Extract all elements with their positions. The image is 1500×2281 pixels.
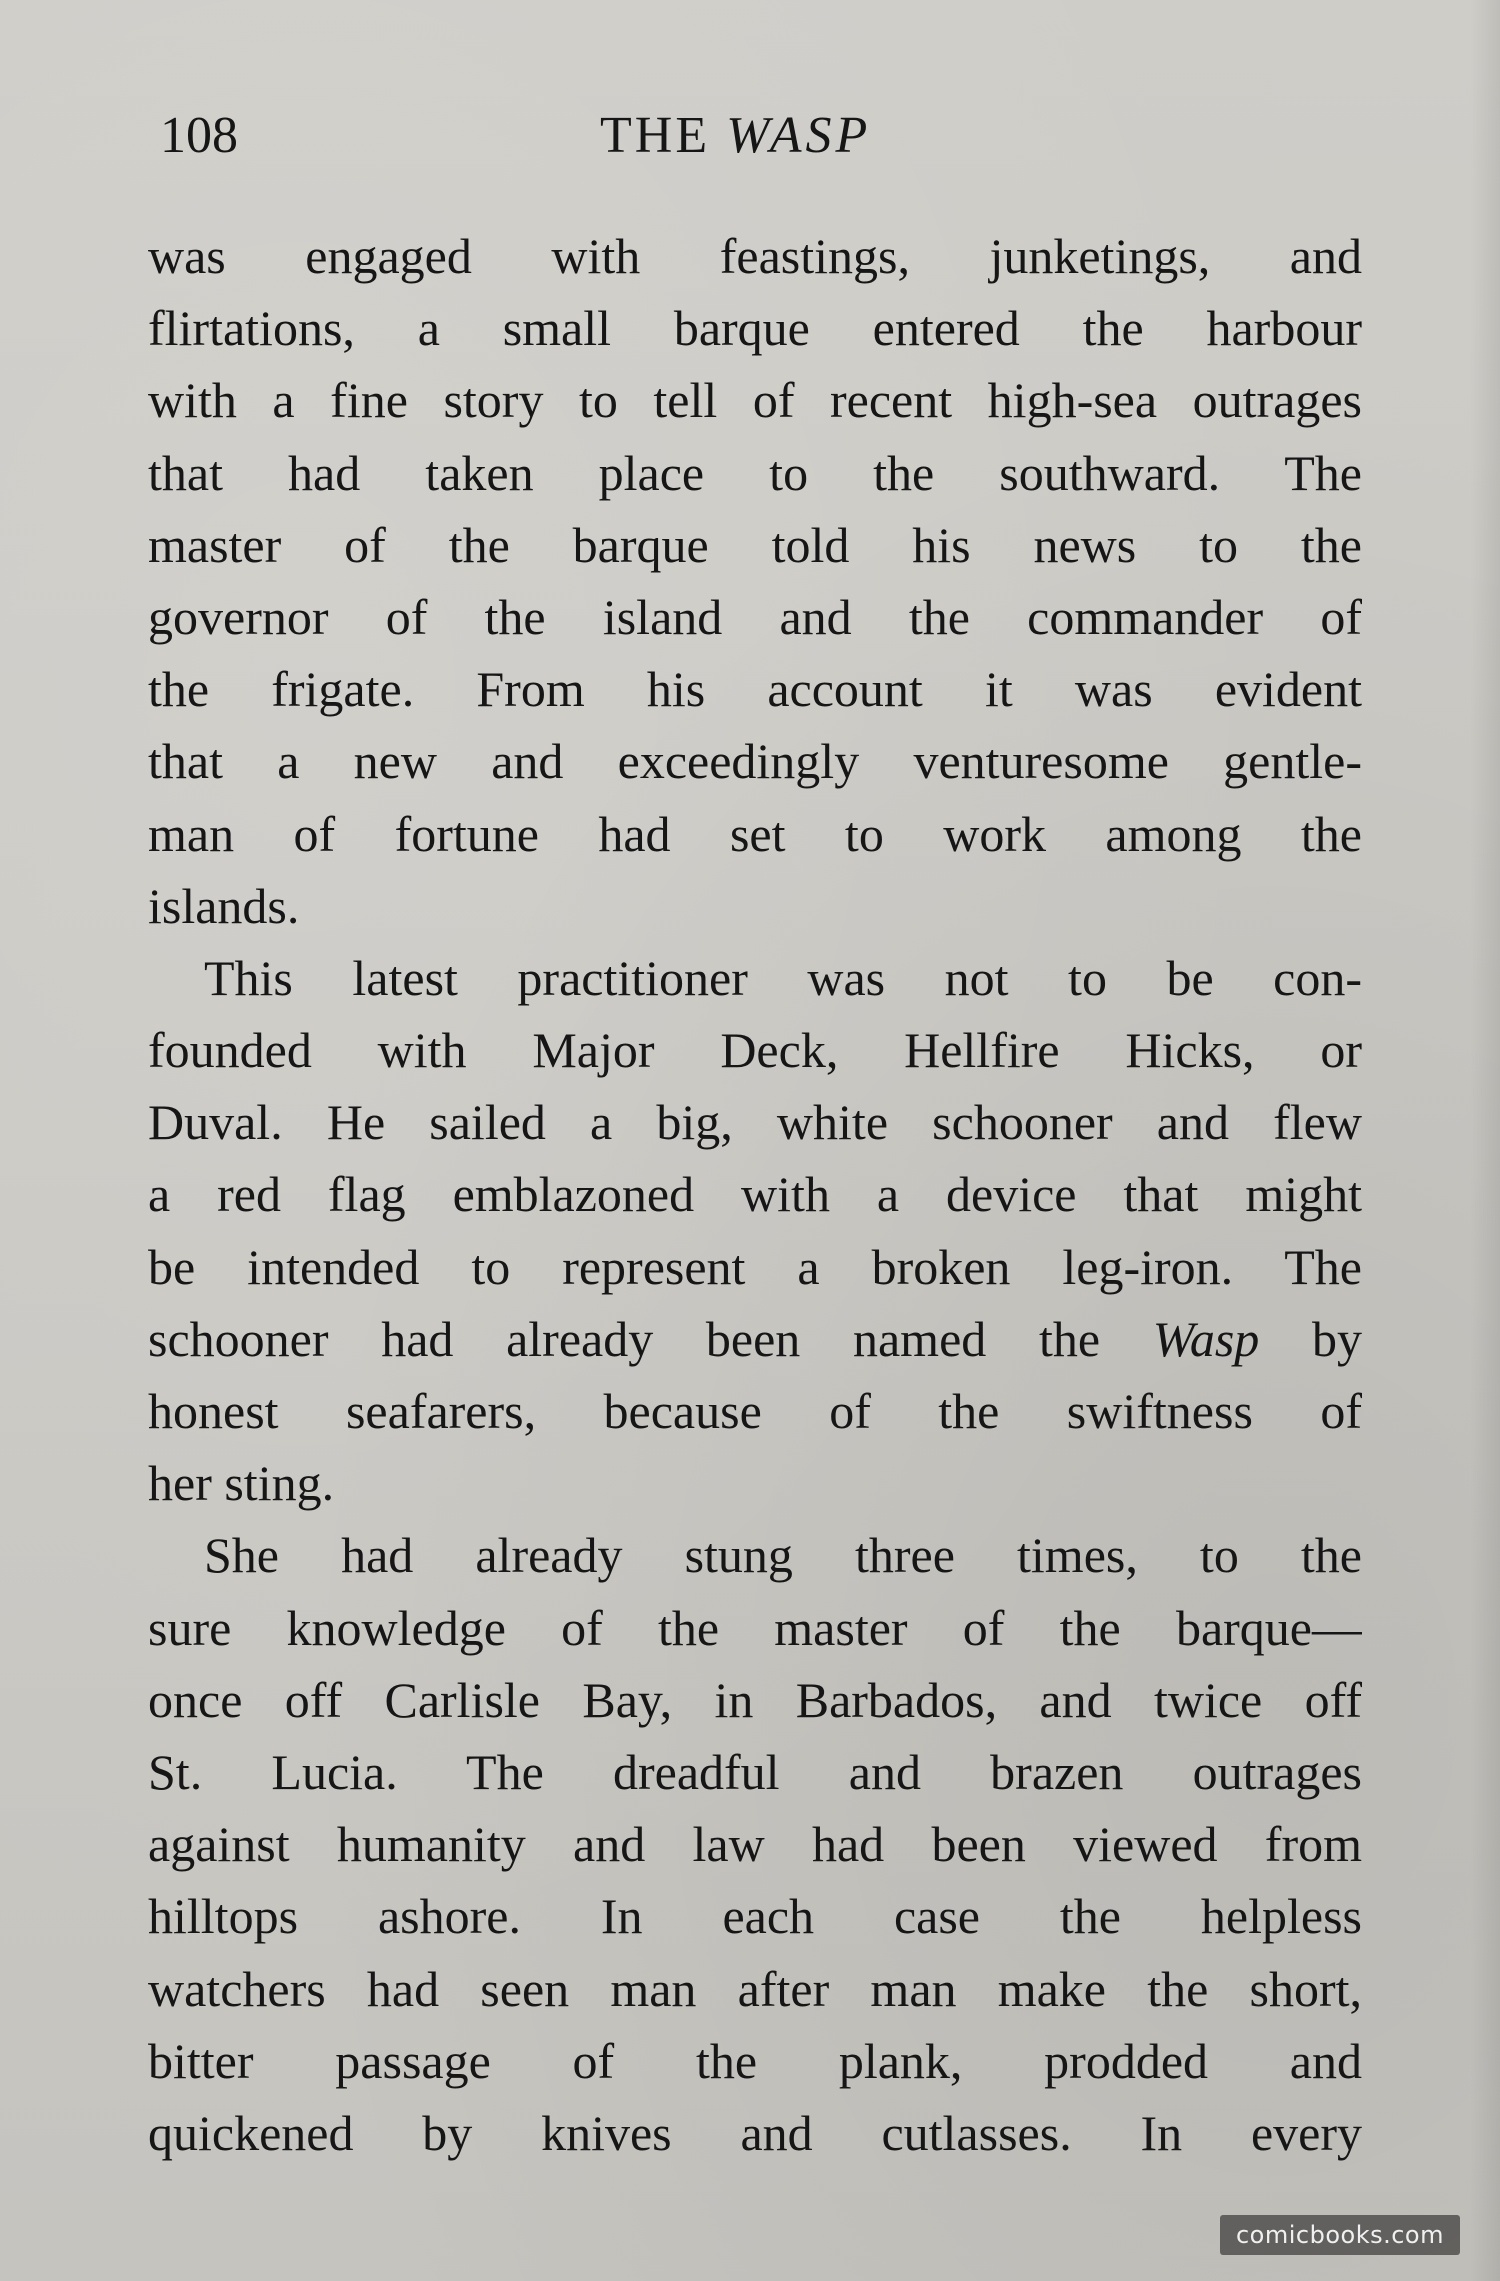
italic-ship-name: Wasp <box>1152 1310 1260 1367</box>
text-line-with-italic <box>148 1303 1362 1375</box>
text-line: against humanity and law had been viewed from <box>148 1816 1362 1873</box>
text-line: islands. <box>148 877 300 934</box>
running-head-title: WASP <box>726 107 872 164</box>
text-line: be intended to represent a broken leg-iron. The <box>148 1238 1362 1295</box>
text-line: master of the barque told his news to the <box>148 516 1362 573</box>
text-line: flirtations, a small barque entered the harbour <box>148 300 1362 357</box>
page-number: 108 <box>160 107 238 164</box>
text-line: her sting. <box>148 1455 335 1512</box>
text-line: with a fine story to tell of recent high-sea outrages <box>148 372 1362 429</box>
text-line: Duval. He sailed a big, white schooner and flew <box>148 1094 1362 1151</box>
text-line: governor of the island and the commander of <box>148 588 1362 645</box>
body-text <box>148 220 1362 2169</box>
text-line: sure knowledge of the master of the barque— <box>148 1599 1362 1656</box>
text-line: hilltops ashore. In each case the helpless <box>148 1888 1362 1945</box>
text-line: She had already stung three times, to the <box>204 1527 1362 1584</box>
line-text-suffix: by <box>1259 1310 1362 1367</box>
line-text: schooner had already been named the <box>148 1310 1153 1367</box>
text-line: watchers had seen man after man make the short, <box>148 1960 1362 2017</box>
text-line: honest seafarers, because of the swiftness of <box>148 1383 1362 1439</box>
text-line: was engaged with feastings, junketings, and <box>148 228 1362 284</box>
watermark: comicbooks.com <box>1220 2215 1460 2255</box>
running-head-prefix: THE <box>600 107 727 164</box>
running-head <box>600 96 871 176</box>
text-line: man of fortune had set to work among the <box>148 805 1362 862</box>
text-line: a red flag emblazoned with a device that might <box>148 1166 1362 1223</box>
page-header <box>160 96 1370 176</box>
text-line: once off Carlisle Bay, in Barbados, and twice off <box>148 1671 1362 1728</box>
text-line: the frigate. From his account it was evident <box>148 661 1362 718</box>
text-line: St. Lucia. The dreadful and brazen outrages <box>148 1743 1362 1800</box>
text-line: This latest practitioner was not to be con- <box>204 949 1362 1006</box>
page-edge-shadow <box>1470 0 1500 2281</box>
text-line: bitter passage of the plank, prodded and <box>148 2032 1362 2089</box>
text-line: that had taken place to the southward. The <box>148 444 1362 501</box>
text-line: founded with Major Deck, Hellfire Hicks, or <box>148 1022 1362 1079</box>
text-line: quickened by knives and cutlasses. In every <box>148 2104 1362 2161</box>
text-line: that a new and exceedingly venturesome gentle- <box>148 733 1362 790</box>
